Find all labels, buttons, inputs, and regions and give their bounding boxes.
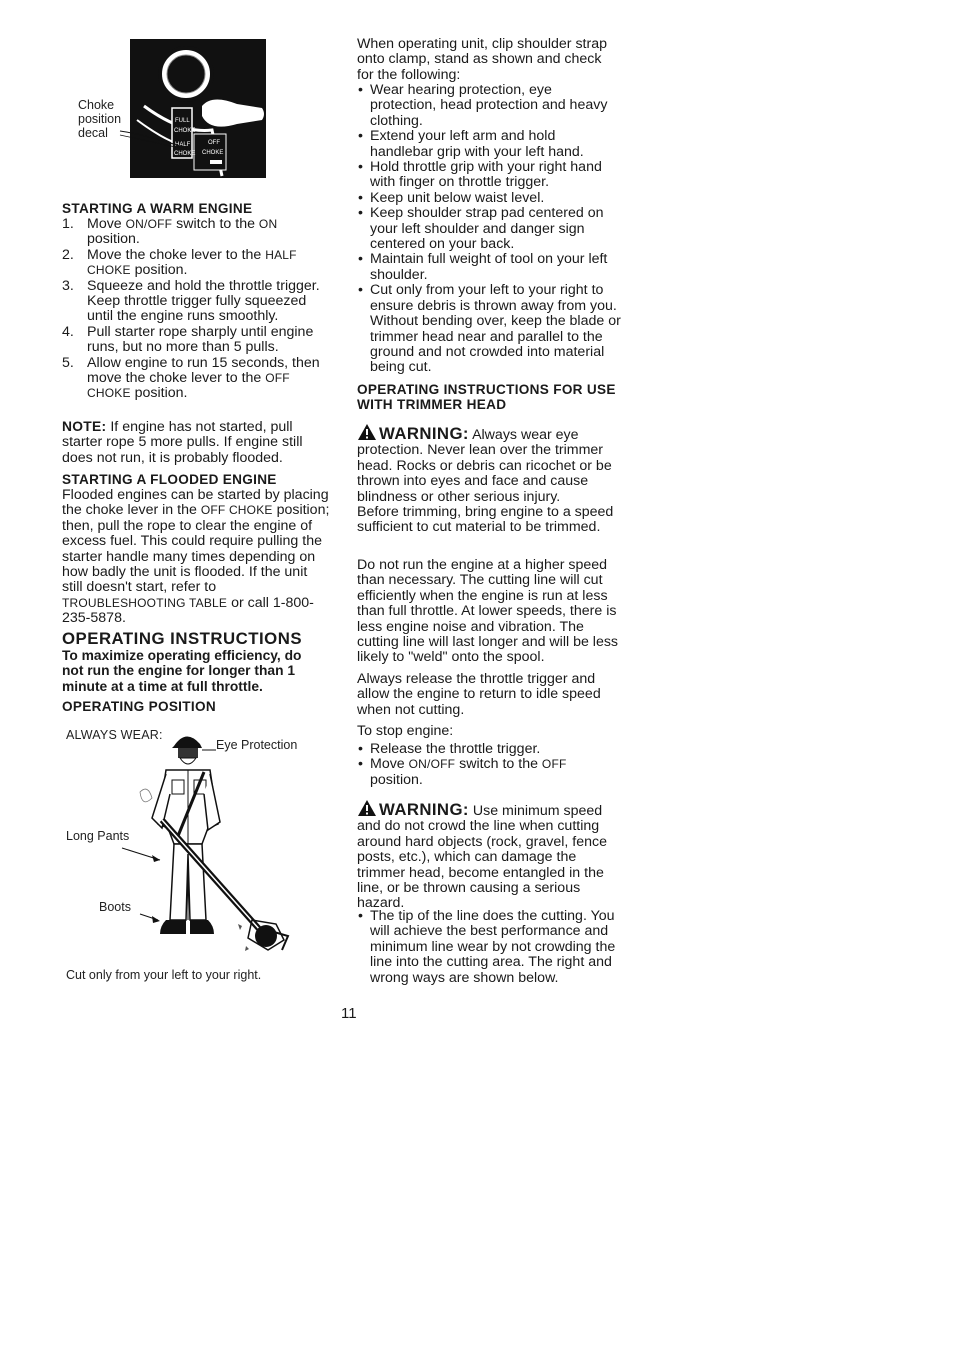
decal-text-choke-1: CHOKE	[174, 128, 196, 134]
checklist-item: • Extend your left arm and hold handlebar grip with your left hand.	[357, 129, 621, 160]
long-pants-label: Long Pants	[66, 829, 130, 843]
decal-text-half: HALF	[175, 142, 191, 148]
operating-checklist	[357, 83, 621, 376]
stop-step: • Move ON/OFF switch to the OFF position.	[357, 757, 621, 788]
before-trimming-text: Before trimming, bring engine to a speed sufficient to cut material to be trimmed.	[357, 504, 614, 536]
checklist-item: • Keep shoulder strap pad centered on your left shoulder and danger sign centered on your back.	[357, 206, 621, 252]
choke-figure	[62, 36, 332, 182]
boots-label: Boots	[99, 900, 131, 914]
stop-step: • Release the throttle trigger.	[357, 742, 621, 757]
warning-minimum-speed: WARNING: Use minimum speed and do not crowd the line when cutting around hard objects (rock, gravel, fence posts, etc.), which can damage the trimmer head, become entangled in the line, or be thrown causing a serious hazard.	[357, 800, 607, 912]
step-1: 1. Move ON/OFF switch to the ON position.	[62, 216, 278, 248]
line-tip-item: • The tip of the line does the cutting. You will achieve the best performance and minimum line wear by not crowding the line into the cutting area. The right and wrong ways are shown below.	[357, 909, 619, 986]
stop-engine-intro: To stop engine:	[357, 723, 454, 739]
warm-engine-note: NOTE: If engine has not started, pull starter rope 5 more pulls. If engine still does not run, it is probably flooded.	[62, 419, 303, 466]
operating-efficiency-text: To maximize operating efficiency, do not run the engine for longer than 1 minute at a time at full throttle.	[62, 648, 302, 694]
step-5: 5. Allow engine to run 15 seconds, then move the choke lever to the OFF CHOKE position.	[62, 354, 320, 402]
operator-figure	[62, 724, 332, 986]
release-trigger-text: Always release the throttle trigger and allow the engine to return to idle speed when not cutting.	[357, 671, 601, 718]
choke-decal-illustration	[62, 36, 332, 182]
step-4: 4. Pull starter rope sharply until engine runs, but no more than 5 pulls.	[62, 323, 314, 356]
warning-triangle-icon	[357, 423, 377, 441]
strap-intro: When operating unit, clip shoulder strap onto clamp, stand as shown and check for the following:	[357, 36, 607, 83]
page-number: 11	[341, 1005, 357, 1022]
operating-instructions-heading: OPERATING INSTRUCTIONS	[62, 629, 303, 648]
decal-text-choke-2: CHOKE	[174, 151, 196, 157]
decal-text-choke-3: CHOKE	[202, 150, 224, 156]
stop-engine-list	[357, 742, 621, 788]
flooded-engine-text: Flooded engines can be started by placing the choke lever in the OFF CHOKE position; then, pull the rope to clear the engine of excess fuel. This could require pulling the starter handle many times depending on how badly the unit is flooded. If the unit still doesn't start, refer to TROUBLESHOOTING TABLE or call 1-800-235-5878.	[62, 487, 330, 627]
checklist-item: • Wear hearing protection, eye protection, head protection and heavy clothing.	[357, 83, 621, 129]
step-2: 2. Move the choke lever to the HALF CHOKE position.	[62, 246, 297, 279]
trimmer-head-heading: OPERATING INSTRUCTIONS FOR USE WITH TRIMMER HEAD	[357, 382, 616, 412]
warm-engine-heading: STARTING A WARM ENGINE	[62, 201, 253, 216]
operator-caption: Cut only from your left to your right.	[66, 968, 262, 982]
always-wear-label: ALWAYS WEAR:	[66, 728, 163, 742]
checklist-item: • Hold throttle grip with your right hand with finger on throttle trigger.	[357, 160, 621, 191]
warning-triangle-icon	[357, 799, 377, 817]
decal-text-off: OFF	[208, 140, 220, 146]
eye-protection-label: Eye Protection	[216, 738, 298, 752]
decal-text-full: FULL	[175, 118, 190, 124]
step-3: 3. Squeeze and hold the throttle trigger. Keep throttle trigger fully squeezed until the engine runs smoothly.	[62, 277, 320, 325]
warning-eye-protection: WARNING: Always wear eye protection. Never lean over the trimmer head. Rocks or debris can ricochet or be thrown into eyes and face and cause blindness or other serious injury.	[357, 424, 612, 505]
flooded-engine-heading: STARTING A FLOODED ENGINE	[62, 472, 277, 487]
operating-position-heading: OPERATING POSITION	[62, 699, 216, 714]
engine-speed-text: Do not run the engine at a higher speed than necessary. The cutting line will cut efficiently when the engine is run at less than full throttle. At lower speeds, there is less engine noise and vibration. The cutting line will last longer and will be less likely to "weld" onto the spool.	[357, 557, 619, 666]
line-tip-list	[357, 909, 619, 986]
checklist-item: • Cut only from your left to your right to ensure debris is thrown away from you. Without bending over, keep the blade or trimmer head near and parallel to the ground and not crowded into material being cut.	[357, 283, 621, 375]
choke-callout: Choke position decal	[78, 98, 122, 140]
warm-engine-steps	[62, 217, 328, 402]
checklist-item: • Maintain full weight of tool on your left shoulder.	[357, 252, 621, 283]
checklist-item: • Keep unit below waist level.	[357, 191, 621, 206]
operator-illustration	[62, 724, 332, 964]
